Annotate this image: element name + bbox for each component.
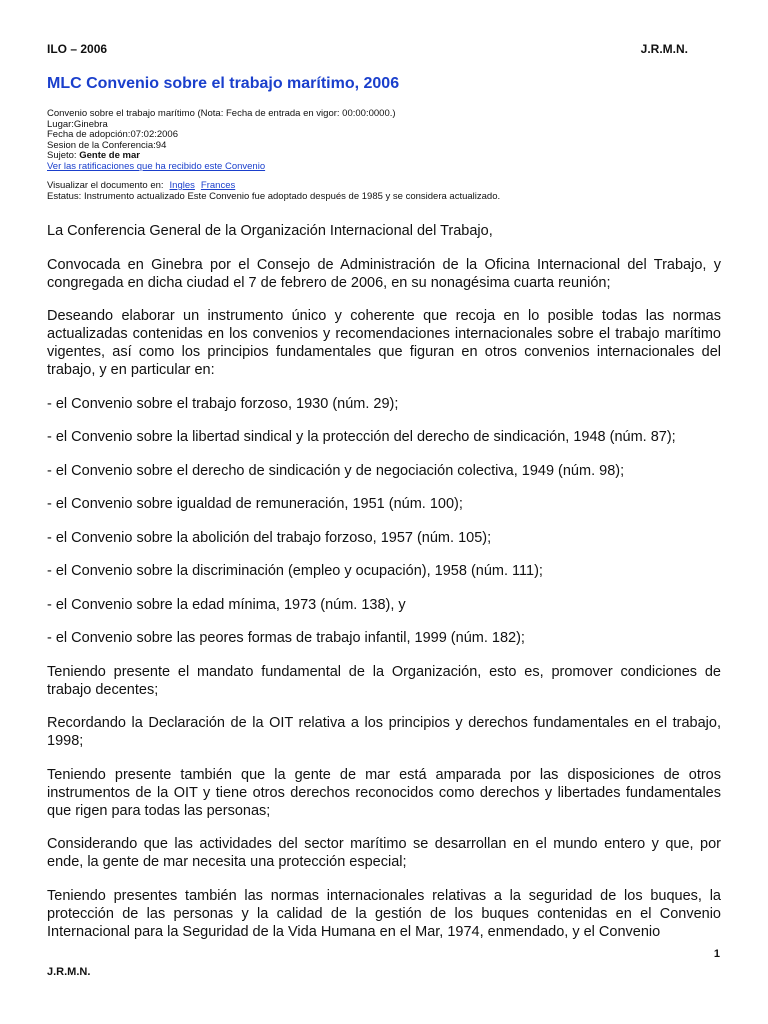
- list-item: - el Convenio sobre la discriminación (empleo y ocupación), 1958 (núm. 111);: [47, 563, 543, 579]
- meta-estatus: Estatus: Instrumento actualizado Este Convenio fue adoptado después de 1985 y se considera actualizado.: [47, 190, 501, 202]
- paragraph: Convocada en Ginebra por el Consejo de Administración de la Oficina Internacional del Trabajo, y congregada en dicha ciudad el 7 de febrero de 2006, en su nonagésima cuarta reunión;: [47, 256, 721, 291]
- visualizar-label: Visualizar el documento en:: [47, 180, 164, 191]
- language-link-french[interactable]: Frances: [200, 180, 236, 191]
- paragraph: La Conferencia General de la Organización Internacional del Trabajo,: [47, 223, 493, 239]
- language-link-english[interactable]: Ingles: [169, 180, 195, 191]
- paragraph: Considerando que las actividades del sector marítimo se desarrollan en el mundo entero y que, por ende, la gente de mar necesita una protección especial;: [47, 836, 721, 870]
- paragraph: Teniendo presente el mandato fundamental de la Organización, esto es, promover condiciones de trabajo decentes;: [47, 663, 721, 698]
- meta-visualizar: [47, 181, 727, 192]
- footer-author: J.R.M.N.: [47, 966, 91, 978]
- paragraph: Teniendo presentes también las normas internacionales relativas a la seguridad de los buques, la protección de las personas y la calidad de la gestión de los buques contenidas en el Convenio Internacional para la Seguridad de la Vida Humana en el Mar, 1974, enmendado, y el Convenio: [47, 887, 721, 940]
- ratifications-link[interactable]: Ver las ratificaciones que ha recibido este Convenio: [47, 160, 266, 172]
- meta-sujeto-value: Gente de mar: [79, 150, 140, 161]
- meta-lugar: Lugar:Ginebra: [47, 118, 108, 130]
- paragraph: Recordando la Declaración de la OIT relativa a los principios y derechos fundamentales en el trabajo, 1998;: [47, 715, 721, 749]
- list-item: - el Convenio sobre el trabajo forzoso, 1930 (núm. 29);: [47, 395, 399, 412]
- header-right-text: J.R.M.N.: [640, 42, 688, 56]
- page-number: 1: [713, 948, 720, 960]
- list-item: - el Convenio sobre igualdad de remuneración, 1951 (núm. 100);: [47, 496, 463, 512]
- header-left-text: ILO – 2006: [47, 42, 108, 56]
- list-item: - el Convenio sobre la abolición del trabajo forzoso, 1957 (núm. 105);: [47, 529, 492, 546]
- meta-sujeto-label: Sujeto:: [47, 150, 80, 161]
- list-item: - el Convenio sobre la edad mínima, 1973 (núm. 138), y: [47, 596, 406, 613]
- document-title: MLC Convenio sobre el trabajo marítimo, 2006: [47, 75, 400, 92]
- paragraph: Deseando elaborar un instrumento único y coherente que recoja en lo posible todas las normas actualizadas contenidas en los convenios y recomendaciones internacionales sobre el trabajo marítimo vigentes, así como los principios fundamentales que figuran en otros convenios internacionales del trabajo, y en particular en:: [47, 308, 721, 378]
- list-item: - el Convenio sobre el derecho de sindicación y de negociación colectiva, 1949 (núm. 98);: [47, 462, 625, 479]
- meta-description: Convenio sobre el trabajo marítimo (Nota: Fecha de entrada en vigor: 00:00:0000.): [47, 108, 396, 119]
- meta-fecha: Fecha de adopción:07:02:2006: [47, 129, 178, 140]
- document-metadata: [47, 109, 727, 202]
- page-header: [47, 42, 688, 58]
- meta-sesion: Sesion de la Conferencia:94: [47, 139, 167, 151]
- list-item: - el Convenio sobre las peores formas de trabajo infantil, 1999 (núm. 182);: [47, 630, 525, 646]
- list-item: - el Convenio sobre la libertad sindical y la protección del derecho de sindicación, 1948 (núm. 87);: [47, 429, 676, 445]
- document-body: [47, 222, 721, 956]
- paragraph: Teniendo presente también que la gente de mar está amparada por las disposiciones de otros instrumentos de la OIT y tiene otros derechos reconocidos como derechos y libertades fundamentales que rigen para todas las personas;: [47, 766, 721, 819]
